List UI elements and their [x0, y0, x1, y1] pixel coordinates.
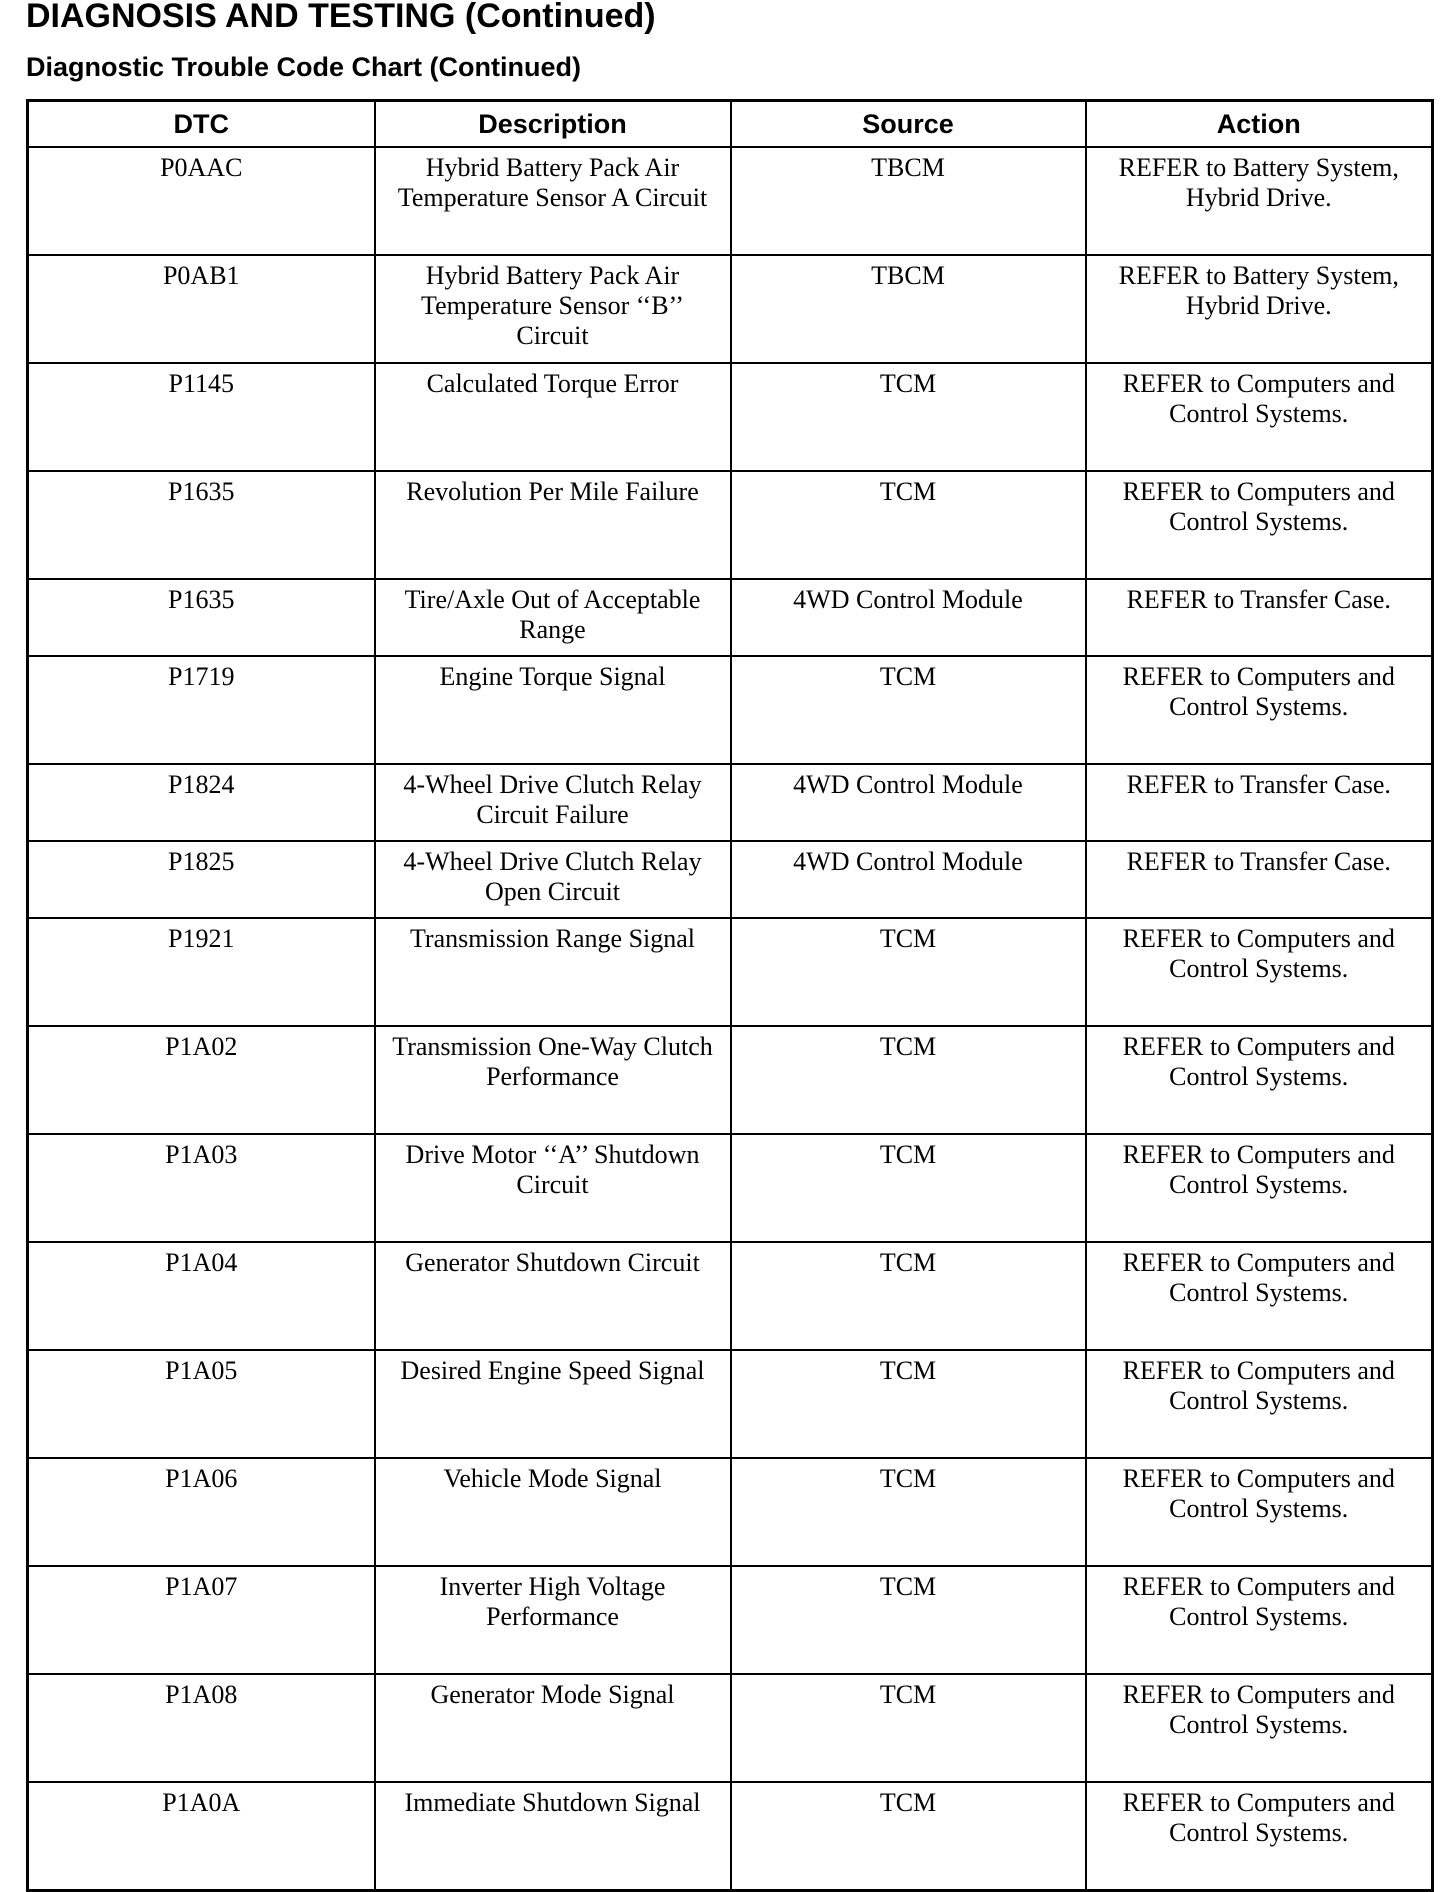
cell-action: REFER to Transfer Case.: [1086, 764, 1433, 841]
cell-action: REFER to Computers and Control Systems.: [1086, 1674, 1433, 1782]
cell-dtc: P1A06: [28, 1458, 375, 1566]
table-row: [28, 1674, 1433, 1782]
cell-description: 4-Wheel Drive Clutch Relay Open Circuit: [375, 841, 731, 918]
cell-source: TCM: [731, 1566, 1086, 1674]
cell-action: REFER to Computers and Control Systems.: [1086, 1566, 1433, 1674]
cell-description: Vehicle Mode Signal: [375, 1458, 731, 1566]
cell-dtc: P0AB1: [28, 255, 375, 363]
cell-action: REFER to Computers and Control Systems.: [1086, 1134, 1433, 1242]
table-row: [28, 656, 1433, 764]
table-row: [28, 255, 1433, 363]
section-title: Diagnostic Trouble Code Chart (Continued): [26, 52, 581, 82]
cell-action: REFER to Battery System, Hybrid Drive.: [1086, 255, 1433, 363]
cell-source: TCM: [731, 1242, 1086, 1350]
cell-description: Inverter High Voltage Performance: [375, 1566, 731, 1674]
dtc-table: [26, 99, 1434, 1892]
table-row: [28, 147, 1433, 255]
cell-description: Revolution Per Mile Failure: [375, 471, 731, 579]
table-row: [28, 1566, 1433, 1674]
cell-action: REFER to Computers and Control Systems.: [1086, 1242, 1433, 1350]
cell-description: Hybrid Battery Pack Air Temperature Sensor ‘‘B’’ Circuit: [375, 255, 731, 363]
cell-dtc: P1635: [28, 579, 375, 656]
cell-action: REFER to Transfer Case.: [1086, 579, 1433, 656]
cell-action: REFER to Computers and Control Systems.: [1086, 656, 1433, 764]
header-source: Source: [731, 101, 1086, 148]
cell-description: Calculated Torque Error: [375, 363, 731, 471]
cell-dtc: P1A0A: [28, 1782, 375, 1891]
cell-source: TCM: [731, 1674, 1086, 1782]
table-row: [28, 764, 1433, 841]
cell-action: REFER to Computers and Control Systems.: [1086, 918, 1433, 1026]
cell-dtc: P1A03: [28, 1134, 375, 1242]
cell-description: 4-Wheel Drive Clutch Relay Circuit Failure: [375, 764, 731, 841]
cell-dtc: P1145: [28, 363, 375, 471]
cell-dtc: P1825: [28, 841, 375, 918]
cell-source: TCM: [731, 656, 1086, 764]
cell-source: 4WD Control Module: [731, 579, 1086, 656]
table-header-row: [28, 101, 1433, 148]
cell-source: TCM: [731, 1134, 1086, 1242]
cell-source: TCM: [731, 1350, 1086, 1458]
table-row: [28, 471, 1433, 579]
cell-description: Tire/Axle Out of Acceptable Range: [375, 579, 731, 656]
cell-description: Transmission One-Way Clutch Performance: [375, 1026, 731, 1134]
cell-dtc: P0AAC: [28, 147, 375, 255]
cell-action: REFER to Computers and Control Systems.: [1086, 1350, 1433, 1458]
cell-source: TBCM: [731, 147, 1086, 255]
cell-description: Drive Motor ‘‘A’’ Shutdown Circuit: [375, 1134, 731, 1242]
cell-dtc: P1A04: [28, 1242, 375, 1350]
cell-description: Generator Shutdown Circuit: [375, 1242, 731, 1350]
cell-source: TCM: [731, 471, 1086, 579]
cell-source: TCM: [731, 1458, 1086, 1566]
cell-dtc: P1A02: [28, 1026, 375, 1134]
table-row: [28, 1458, 1433, 1566]
page-title: DIAGNOSIS AND TESTING (Continued): [26, 0, 656, 35]
cell-action: REFER to Computers and Control Systems.: [1086, 471, 1433, 579]
cell-action: REFER to Computers and Control Systems.: [1086, 1458, 1433, 1566]
table-row: [28, 1134, 1433, 1242]
cell-dtc: P1A08: [28, 1674, 375, 1782]
cell-source: TCM: [731, 918, 1086, 1026]
cell-dtc: P1719: [28, 656, 375, 764]
cell-action: REFER to Computers and Control Systems.: [1086, 363, 1433, 471]
table-row: [28, 918, 1433, 1026]
table-row: [28, 1782, 1433, 1891]
cell-dtc: P1824: [28, 764, 375, 841]
cell-dtc: P1A05: [28, 1350, 375, 1458]
table-row: [28, 363, 1433, 471]
cell-description: Engine Torque Signal: [375, 656, 731, 764]
cell-source: TBCM: [731, 255, 1086, 363]
cell-description: Immediate Shutdown Signal: [375, 1782, 731, 1891]
cell-action: REFER to Transfer Case.: [1086, 841, 1433, 918]
cell-dtc: P1921: [28, 918, 375, 1026]
cell-description: Transmission Range Signal: [375, 918, 731, 1026]
table-row: [28, 1350, 1433, 1458]
cell-action: REFER to Battery System, Hybrid Drive.: [1086, 147, 1433, 255]
cell-description: Desired Engine Speed Signal: [375, 1350, 731, 1458]
cell-source: TCM: [731, 363, 1086, 471]
cell-action: REFER to Computers and Control Systems.: [1086, 1782, 1433, 1891]
cell-action: REFER to Computers and Control Systems.: [1086, 1026, 1433, 1134]
header-action: Action: [1086, 101, 1433, 148]
cell-dtc: P1A07: [28, 1566, 375, 1674]
cell-source: TCM: [731, 1026, 1086, 1134]
cell-source: TCM: [731, 1782, 1086, 1891]
table-row: [28, 579, 1433, 656]
cell-source: 4WD Control Module: [731, 841, 1086, 918]
cell-source: 4WD Control Module: [731, 764, 1086, 841]
table-row: [28, 1242, 1433, 1350]
cell-description: Generator Mode Signal: [375, 1674, 731, 1782]
table-row: [28, 841, 1433, 918]
cell-dtc: P1635: [28, 471, 375, 579]
header-description: Description: [375, 101, 731, 148]
cell-description: Hybrid Battery Pack Air Temperature Sensor A Circuit: [375, 147, 731, 255]
header-dtc: DTC: [28, 101, 375, 148]
table-row: [28, 1026, 1433, 1134]
